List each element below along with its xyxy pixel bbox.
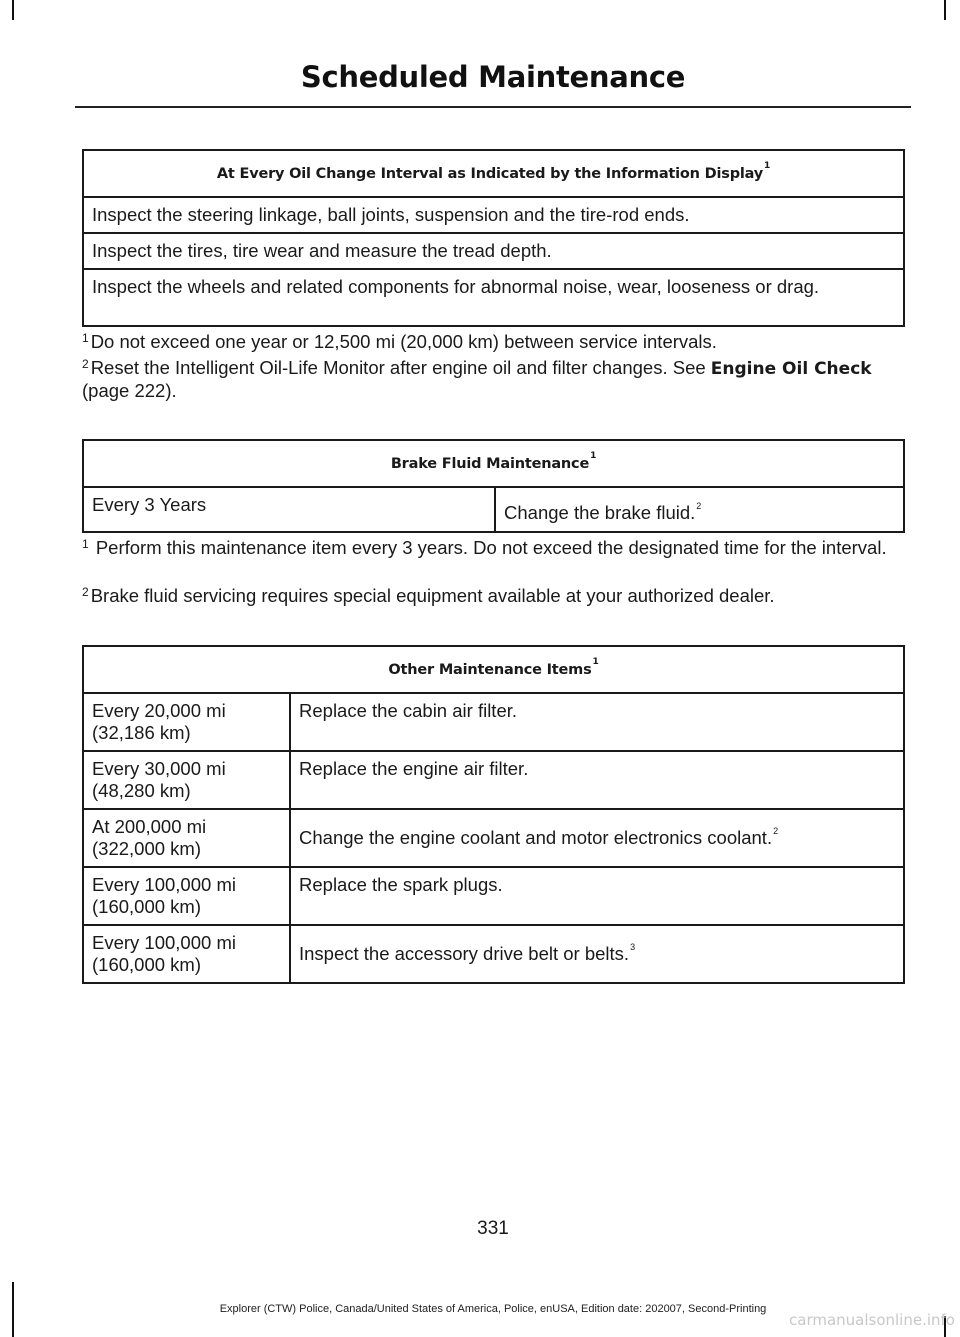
maintenance-interval: Every 20,000 mi (32,186 km) xyxy=(83,693,290,751)
oil-footnote-2: $^2$ Reset the Intelligent Oil-Life Monitor after engine oil and filter changes. See Engine Oil Check (page 222). xyxy=(82,357,872,401)
brake-footnote-2: $^2$ Brake fluid servicing requires special equipment available at your authorized dealer. xyxy=(82,585,775,606)
brake-footnote-1: $^1$ Perform this maintenance item every 3 years. Do not exceed the designated time for the interval. xyxy=(82,537,887,558)
page-title: Scheduled Maintenance xyxy=(300,60,686,94)
maintenance-interval: At 200,000 mi (322,000 km) xyxy=(83,809,290,867)
table-row xyxy=(83,751,904,809)
crop-mark-top-right xyxy=(944,0,946,20)
brake-fluid-table xyxy=(82,439,905,533)
table-row xyxy=(83,693,904,751)
page-number: 331 xyxy=(477,1218,509,1239)
title-divider xyxy=(75,106,911,108)
oil-change-item: Inspect the wheels and related components for abnormal noise, wear, looseness or drag. xyxy=(83,269,904,326)
oil-change-item: Inspect the tires, tire wear and measure the tread depth. xyxy=(83,233,904,269)
oil-change-item: Inspect the steering linkage, ball joints, suspension and the tire-rod ends. xyxy=(83,197,904,233)
table-row xyxy=(83,925,904,983)
other-maintenance-table xyxy=(82,645,905,984)
watermark: carmanualsonline.info xyxy=(789,1311,955,1329)
oil-change-table-heading: At Every Oil Change Interval as Indicated by the Information Display$^1$ xyxy=(83,150,904,197)
brake-fluid-table-heading: Brake Fluid Maintenance$^1$ xyxy=(83,440,904,487)
table-row xyxy=(83,809,904,867)
oil-footnote-1: $^1$ Do not exceed one year or 12,500 mi (20,000 km) between service intervals. xyxy=(82,331,717,352)
maintenance-action: Replace the spark plugs. xyxy=(290,867,904,925)
brake-fluid-interval: Every 3 Years xyxy=(83,487,495,532)
oil-change-table xyxy=(82,149,905,327)
edition-info: Explorer (CTW) Police, Canada/United States of America, Police, enUSA, Edition date: 202007, Second-Printing xyxy=(219,1303,767,1315)
maintenance-interval: Every 30,000 mi (48,280 km) xyxy=(83,751,290,809)
maintenance-interval: Every 100,000 mi (160,000 km) xyxy=(83,867,290,925)
maintenance-action: Replace the engine air filter. xyxy=(290,751,904,809)
brake-fluid-action: Change the brake fluid.$^2$ xyxy=(495,487,904,532)
engine-oil-check-link[interactable]: Engine Oil Check xyxy=(710,359,872,379)
crop-mark-top-left xyxy=(12,0,14,20)
table-row xyxy=(83,867,904,925)
maintenance-interval: Every 100,000 mi (160,000 km) xyxy=(83,925,290,983)
other-maintenance-table-heading: Other Maintenance Items$^1$ xyxy=(83,646,904,693)
maintenance-action: Inspect the accessory drive belt or belts.$^3$ xyxy=(290,925,904,983)
maintenance-action: Change the engine coolant and motor electronics coolant.$^2$ xyxy=(290,809,904,867)
maintenance-action: Replace the cabin air filter. xyxy=(290,693,904,751)
